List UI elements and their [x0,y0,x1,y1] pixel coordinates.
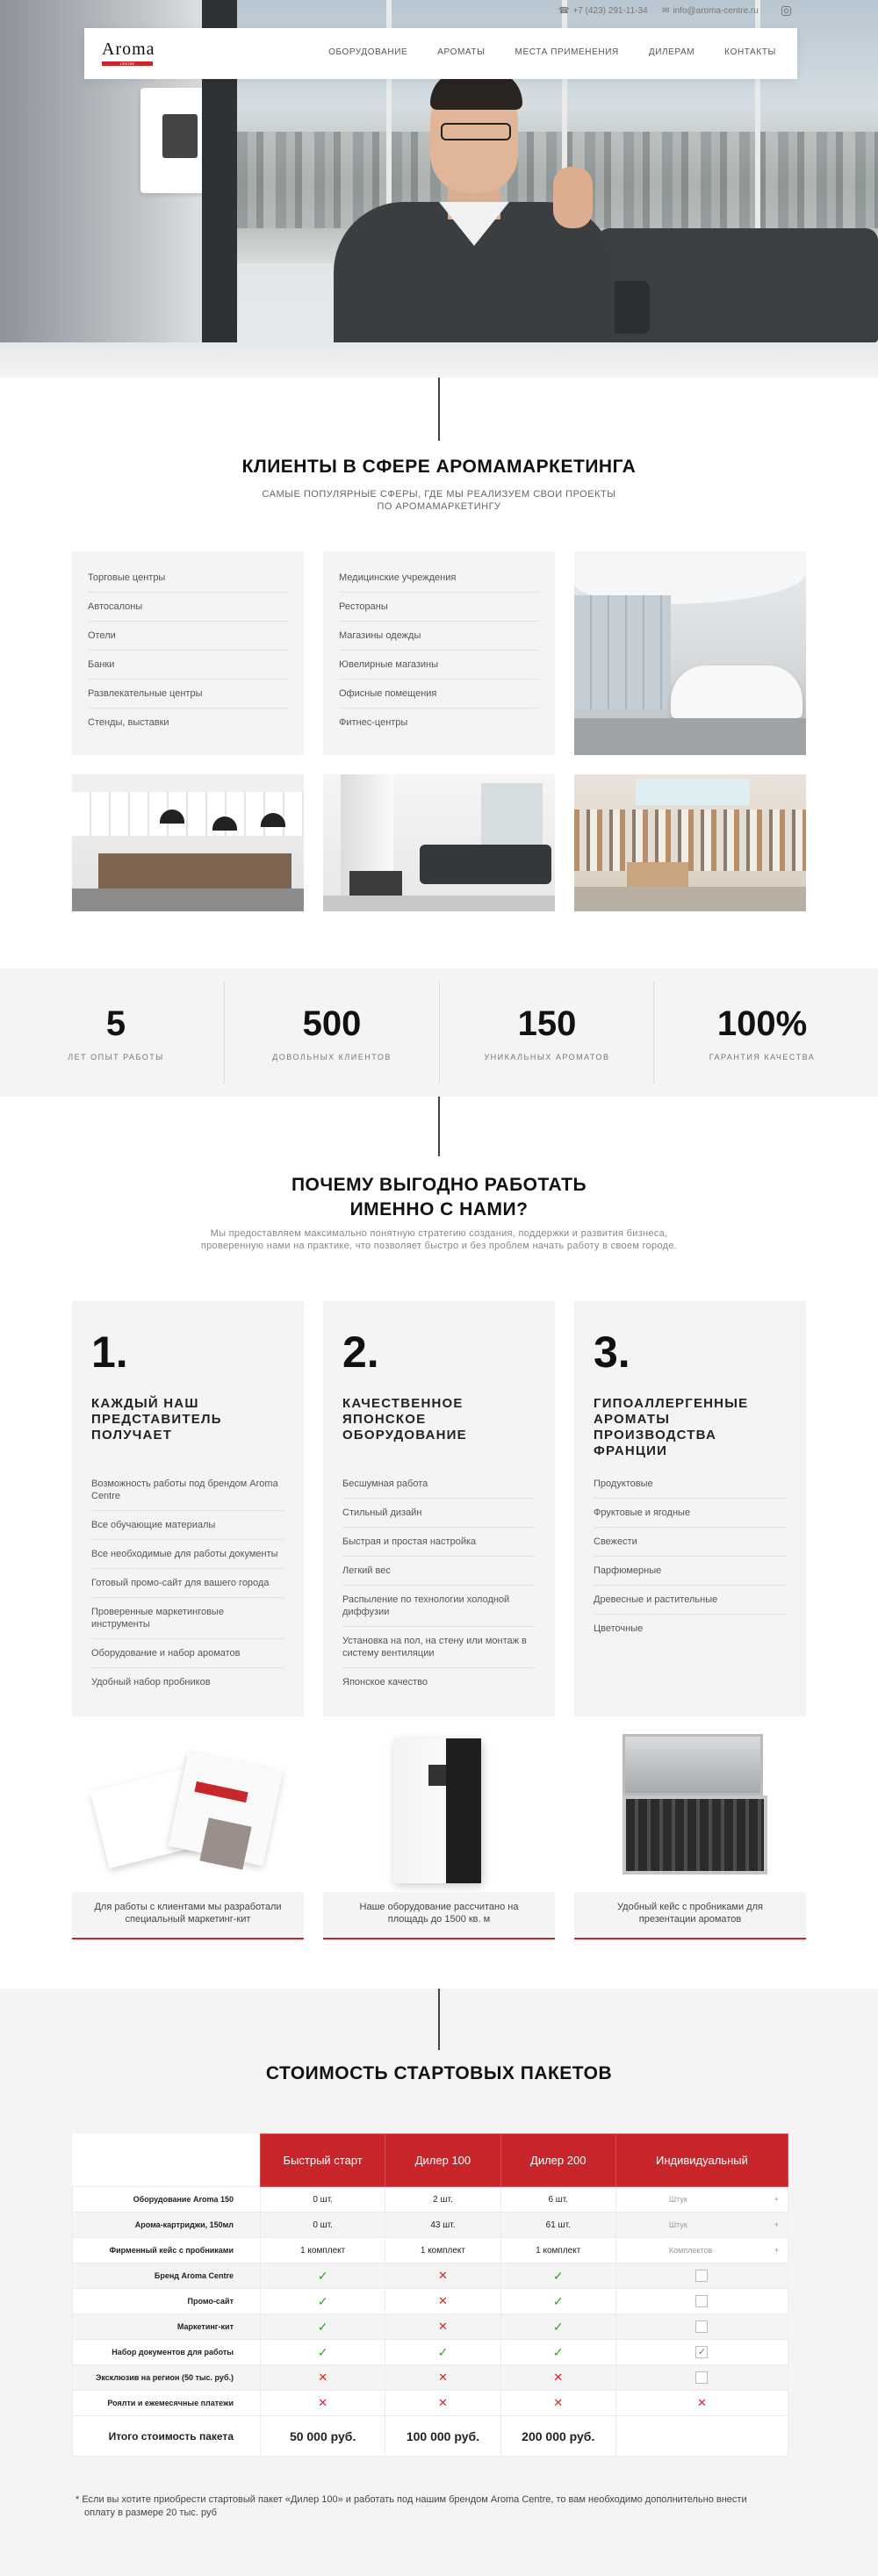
check-icon: ✓ [317,2268,328,2283]
stats-band [0,968,878,1097]
table-cell: 1 комплект [385,2238,500,2263]
cross-icon: ✕ [437,2320,448,2333]
column-fast-start: Быстрый старт [261,2134,385,2187]
caption-line: площадь до 1500 кв. м [387,1914,491,1925]
table-row [73,2340,788,2365]
list-item: Бесшумная работа [342,1470,536,1499]
footnote-line: оплату в размере 20 тыс. руб [84,2508,217,2518]
card-list [91,1470,284,1696]
living-room-photo [323,774,555,911]
stat-value: 5 [105,1004,126,1043]
pricing-header-row [73,2134,788,2187]
hero-man-photo [334,70,632,360]
list-item: Установка на пол, на стену или монтаж в систему вентиляции [342,1627,536,1668]
product-caption [574,1892,806,1938]
accent-bar [323,1938,555,1939]
accent-bar [574,1938,806,1939]
why-title [0,1173,878,1222]
feature-label: Маркетинг-кит [73,2314,261,2340]
check-icon: ✓ [437,2344,449,2359]
main-navigation [84,28,797,79]
check-icon [500,2263,615,2289]
table-row [73,2187,788,2213]
list-item: Развлекательные центры [88,680,288,709]
cross-icon: ✕ [697,2396,707,2409]
list-item: Быстрая и простая настройка [342,1528,536,1557]
sample-case-image [574,1725,806,1892]
table-cell: 6 шт. [500,2187,615,2213]
list-item: Рестораны [339,593,539,622]
nav-item-places[interactable]: МЕСТА ПРИМЕНЕНИЯ [515,47,619,57]
card-list [594,1470,787,1643]
cross-icon: ✕ [437,2269,448,2282]
card-number: 3. [594,1328,630,1377]
list-item: Японское качество [342,1677,428,1687]
list-item: Все обучающие материалы [91,1511,284,1540]
total-price: 100 000 руб. [385,2416,500,2457]
feature-label: Бренд Aroma Centre [73,2263,261,2289]
marketing-kit-image [72,1725,304,1892]
check-icon [500,2314,615,2340]
check-icon [261,2289,385,2314]
stepper-unit: Комплектов [668,2246,713,2255]
cross-icon: ✕ [437,2396,448,2409]
caption-line: специальный маркетинг-кит [125,1914,251,1925]
option-checkbox[interactable] [695,2295,708,2307]
quantity-stepper[interactable] [615,2213,788,2238]
list-item: Свежести [594,1528,787,1557]
stat-value: 150 [517,1004,577,1043]
option-checkbox-cell [615,2289,788,2314]
list-item: Древесные и растительные [594,1586,787,1615]
caption-line: Удобный кейс с пробниками для [617,1902,763,1912]
check-icon [261,2263,385,2289]
clients-subtitle-line: САМЫЕ ПОПУЛЯРНЫЕ СФЕРЫ, ГДЕ МЫ РЕАЛИЗУЕМ СВОИ ПРОЕКТЫ [262,489,616,500]
benefit-card-3 [574,1301,806,1716]
column-dealer-200: Дилер 200 [500,2134,615,2187]
stat-clients [225,968,439,1097]
nav-item-dealers[interactable]: ДИЛЕРАМ [648,47,695,57]
card-heading: ГИПОАЛЛЕРГЕННЫЕ АРОМАТЫ ПРОИЗВОДСТВА ФРАНЦИИ [594,1396,749,1458]
list-item: Ювелирные магазины [339,651,539,680]
stat-value: 100% [716,1004,808,1043]
option-checkbox-cell [615,2263,788,2289]
section-divider-line [438,378,440,441]
check-icon [261,2340,385,2365]
list-item: Стильный дизайн [342,1499,536,1528]
header-blank [73,2134,261,2187]
table-cell: 1 комплект [500,2238,615,2263]
check-icon [500,2340,615,2365]
check-icon: ✓ [552,2268,564,2283]
cross-icon: ✕ [553,2371,564,2384]
hero-floor [0,342,878,378]
quantity-stepper[interactable] [615,2238,788,2263]
list-item: Удобный набор пробников [91,1677,211,1687]
total-label: Итого стоимость пакета [73,2416,261,2457]
caption-line: Наше оборудование рассчитано на [359,1902,519,1912]
quantity-stepper[interactable] [615,2187,788,2213]
total-price [615,2416,788,2457]
check-icon [500,2289,615,2314]
product-marketing-kit [72,1725,304,1939]
section-divider-line [438,1989,440,2050]
option-checkbox[interactable] [695,2371,708,2384]
benefit-card-1 [72,1301,304,1716]
list-item: Цветочные [594,1623,644,1634]
instagram-icon[interactable] [781,6,791,16]
option-checkbox-checked[interactable]: ✓ [695,2346,708,2358]
cross-icon [385,2391,500,2416]
stepper-unit: Штук [668,2195,687,2204]
nav-item-equipment[interactable]: ОБОРУДОВАНИЕ [328,47,408,57]
list-item: Возможность работы под брендом Aroma Centre [91,1470,284,1511]
card-heading: КАЧЕСТВЕННОЕ ЯПОНСКОЕ ОБОРУДОВАНИЕ [342,1396,467,1443]
list-item: Распыление по технологии холодной диффузии [342,1586,536,1627]
plus-icon[interactable]: + [774,2220,779,2229]
list-item: Магазины одежды [339,622,539,651]
clients-subtitle [0,488,878,513]
list-item: Продуктовые [594,1470,787,1499]
check-icon [261,2314,385,2340]
logo[interactable] [102,39,158,68]
nav-item-contacts[interactable]: КОНТАКТЫ [724,47,776,57]
email-address[interactable]: info@aroma-centre.ru [673,6,759,16]
list-item: Парфюмерные [594,1557,787,1586]
cross-icon [261,2365,385,2391]
table-row [73,2213,788,2238]
table-cell: 0 шт. [261,2213,385,2238]
cross-icon [385,2314,500,2340]
check-icon: ✓ [552,2319,564,2334]
table-cell: 1 комплект [261,2238,385,2263]
check-icon: ✓ [317,2293,328,2308]
table-row [73,2391,788,2416]
check-icon [385,2340,500,2365]
section-divider-line [438,1097,440,1156]
cross-icon: ✕ [318,2396,328,2409]
card-number: 2. [342,1328,379,1377]
cross-icon [385,2263,500,2289]
list-item: Проверенные маркетинговые инструменты [91,1598,284,1639]
list-item: Фитнес-центры [339,717,408,728]
nav-menu [328,47,776,57]
stat-divider [653,982,654,1083]
why-title-line: ИМЕННО С НАМИ? [349,1199,529,1220]
list-item: Торговые центры [88,564,288,593]
cross-icon: ✕ [318,2371,328,2384]
plus-icon[interactable]: + [774,2195,779,2204]
cross-icon [261,2391,385,2416]
pricing-footnote [76,2493,778,2520]
list-item: Легкий вес [342,1557,536,1586]
list-item: Оборудование и набор ароматов [91,1639,284,1668]
card-list [342,1470,536,1696]
list-item: Фруктовые и ягодные [594,1499,787,1528]
list-item: Готовый промо-сайт для вашего города [91,1569,284,1598]
product-caption [72,1892,304,1938]
list-item: Офисные помещения [339,680,539,709]
caption-line: Для работы с клиентами мы разработали [94,1902,282,1912]
check-icon: ✓ [552,2293,564,2308]
feature-label: Фирменный кейс с пробниками [73,2238,261,2263]
stat-label: ДОВОЛЬНЫХ КЛИЕНТОВ [272,1053,392,1061]
stat-value: 500 [302,1004,362,1043]
nav-item-aromas[interactable]: АРОМАТЫ [437,47,486,57]
top-contact-bar [0,0,878,18]
stat-label: УНИКАЛЬНЫХ АРОМАТОВ [484,1053,610,1061]
email-contact[interactable] [662,6,759,16]
option-checkbox[interactable] [695,2321,708,2333]
table-cell: 61 шт. [500,2213,615,2238]
table-cell: 0 шт. [261,2187,385,2213]
stat-quality [655,968,869,1097]
total-row [73,2416,788,2457]
table-row [73,2263,788,2289]
feature-label: Эксклюзив на регион (50 тыс. руб.) [73,2365,261,2391]
list-item: Отели [88,622,288,651]
table-cell: 2 шт. [385,2187,500,2213]
check-icon: ✓ [317,2319,328,2334]
check-icon: ✓ [317,2344,328,2359]
list-item: Банки [88,651,288,680]
cross-icon: ✕ [437,2371,448,2384]
option-checkbox-cell [615,2340,788,2365]
phone-number[interactable]: +7 (423) 291-11-34 [572,6,648,16]
benefit-card-2 [323,1301,555,1716]
plus-icon[interactable]: + [774,2246,779,2255]
logo-stripe: CENTRE [102,61,153,66]
stepper-unit: Штук [668,2220,687,2229]
pricing-title: СТОИМОСТЬ СТАРТОВЫХ ПАКЕТОВ [265,2063,613,2083]
clients-subtitle-line: ПО АРОМАМАРКЕТИНГУ [377,501,501,512]
list-item: Все необходимые для работы документы [91,1540,284,1569]
option-checkbox-cell [615,2365,788,2391]
table-cell: 43 шт. [385,2213,500,2238]
kitchen-photo [72,774,304,911]
phone-icon: ☎ [558,6,570,16]
cross-icon [385,2365,500,2391]
cross-icon [385,2289,500,2314]
logo-text: Aroma [102,40,155,59]
feature-label: Арома-картриджи, 150мл [73,2213,261,2238]
table-row [73,2314,788,2340]
stat-label: ЛЕТ ОПЫТ РАБОТЫ [68,1053,164,1061]
mail-icon: ✉ [662,6,670,16]
feature-label: Набор документов для работы [73,2340,261,2365]
table-row [73,2365,788,2391]
accent-bar [72,1938,304,1939]
why-subtitle-line: Мы предоставляем максимально понятную стратегию создания, поддержки и развития бизнеса, [210,1228,668,1239]
list-item: Автосалоны [88,593,288,622]
phone-contact[interactable] [558,6,648,16]
table-row [73,2289,788,2314]
card-heading: КАЖДЫЙ НАШ ПРЕДСТАВИТЕЛЬ ПОЛУЧАЕТ [91,1396,222,1443]
why-subtitle [0,1227,878,1252]
product-sample-case [574,1725,806,1939]
option-checkbox[interactable] [695,2270,708,2282]
feature-label: Оборудование Aroma 150 [73,2187,261,2213]
stat-aromas [440,968,654,1097]
cross-icon [615,2391,788,2416]
why-subtitle-line: проверенную нами на практике, что позволяет быстро и без проблем начать работу в своем городе. [200,1241,678,1251]
stat-years [9,968,223,1097]
card-number: 1. [91,1328,128,1377]
stat-label: ГАРАНТИЯ КАЧЕСТВА [709,1053,816,1061]
list-item: Стенды, выставки [88,717,169,728]
feature-label: Роялти и ежемесячные платежи [73,2391,261,2416]
column-dealer-100: Дилер 100 [385,2134,500,2187]
pricing-table [72,2133,788,2457]
list-item: Медицинские учреждения [339,564,539,593]
reception-photo [574,551,806,755]
clients-list-box-1 [72,551,304,755]
cross-icon [500,2365,615,2391]
total-price: 50 000 руб. [261,2416,385,2457]
option-checkbox-cell [615,2314,788,2340]
feature-label: Промо-сайт [73,2289,261,2314]
diffuser-image [323,1725,555,1892]
total-price: 200 000 руб. [500,2416,615,2457]
footnote-line: * Если вы хотите приобрести стартовый пакет «Дилер 100» и работать под нашим брендом Aroma Centre, то вам необходимо дополнительно внести [76,2494,747,2505]
column-individual: Индивидуальный [615,2134,788,2187]
cross-icon: ✕ [437,2294,448,2307]
clients-list-box-2 [323,551,555,755]
clients-title: КЛИЕНТЫ В СФЕРЕ АРОМАМАРКЕТИНГА [241,457,637,477]
cross-icon [500,2391,615,2416]
product-diffuser [323,1725,555,1939]
cross-icon: ✕ [553,2396,564,2409]
caption-line: презентации ароматов [638,1914,742,1925]
why-title-line: ПОЧЕМУ ВЫГОДНО РАБОТАТЬ [291,1175,587,1195]
clothing-store-photo [574,774,806,911]
product-caption [323,1892,555,1938]
table-row [73,2238,788,2263]
check-icon: ✓ [552,2344,564,2359]
